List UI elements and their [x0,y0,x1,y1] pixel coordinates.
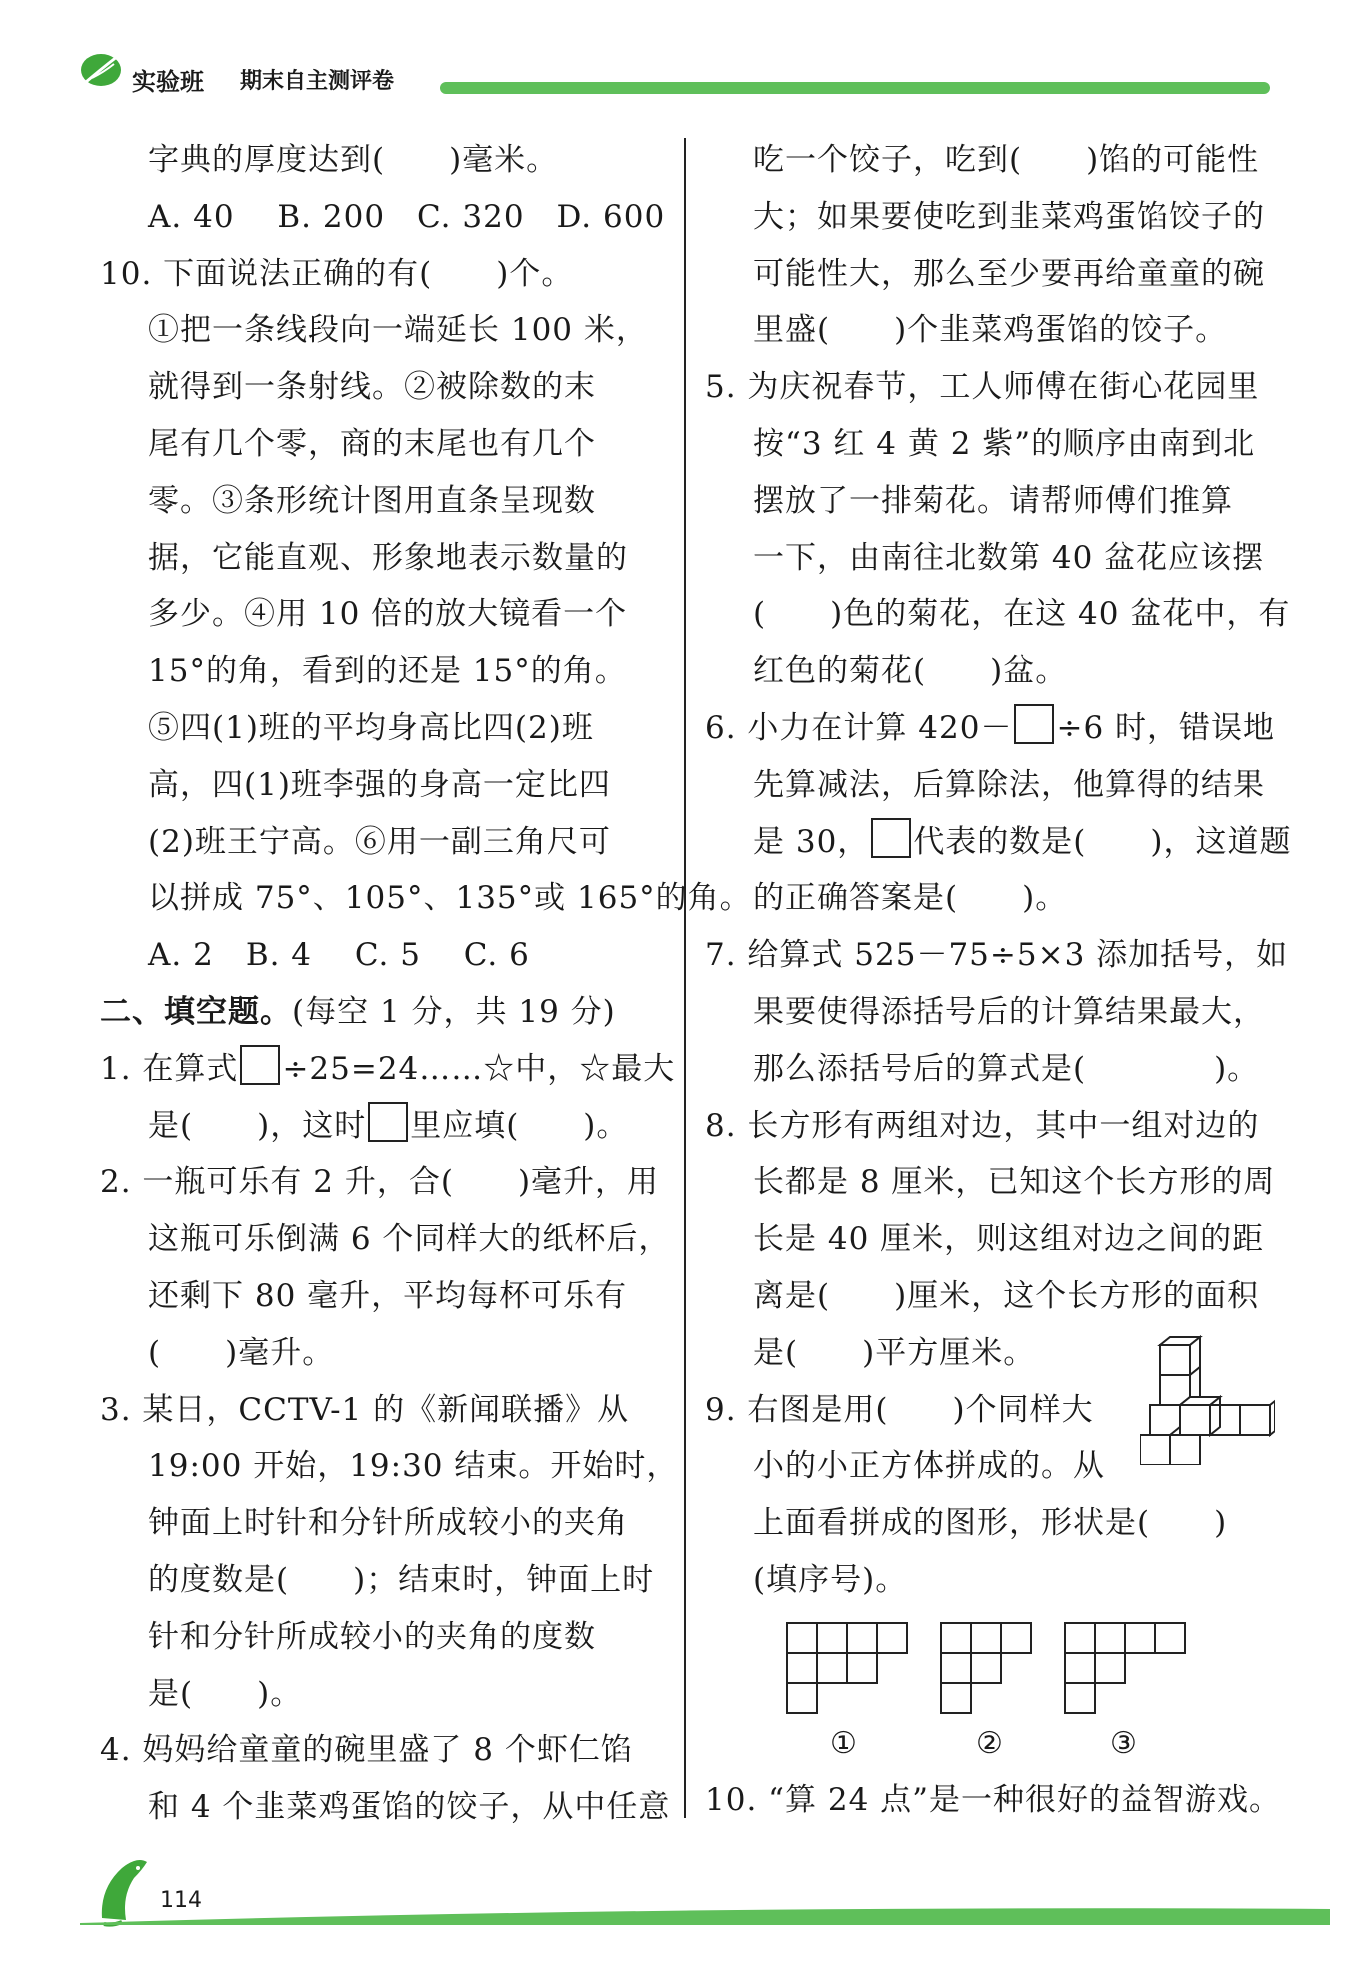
q6-text: ÷6 时，错误地 [1056,709,1276,746]
text-line: 钟面上时针和分针所成较小的夹角 [148,1505,628,1542]
question-9: 9. 右图是用( )个同样大 [705,1391,1094,1428]
text-line: 零。③条形统计图用直条呈现数 [148,482,596,519]
option-label-2: ② [976,1726,1003,1761]
section-note: (每空 1 分，共 19 分) [292,993,616,1030]
text-line: 吃一个饺子，吃到( )馅的可能性 [753,142,1260,178]
text-line: 针和分针所成较小的夹角的度数 [148,1618,596,1655]
text-line: 长都是 8 厘米，已知这个长方形的周 [753,1164,1276,1201]
text-line: 摆放了一排菊花。请帮师傅们推算 [753,482,1233,519]
q6-text: 代表的数是( )，这道题 [913,823,1292,860]
option-label-3: ③ [1110,1726,1137,1761]
question-4: 4. 妈妈给童童的碗里盛了 8 个虾仁馅 [100,1732,633,1769]
text-line: 就得到一条射线。②被除数的末 [148,369,596,406]
footer-bar [80,1905,1330,1925]
question-8: 8. 长方形有两组对边，其中一组对边的 [705,1107,1260,1144]
text-line: 一下，由南往北数第 40 盆花应该摆 [753,539,1265,576]
blank-box [1014,704,1054,744]
brand-title: 实验班 [132,68,204,96]
blank-box [240,1045,280,1085]
question-2: 2. 一瓶可乐有 2 升，合( )毫升，用 [100,1164,660,1201]
text-line: 高，四(1)班李强的身高一定比四 [148,766,611,803]
question-10-right: 10. “算 24 点”是一种很好的益智游戏。 [705,1782,1282,1818]
column-divider [684,138,686,1818]
q1-text: ÷25=24……☆中，☆最大 [282,1050,676,1087]
text-line: ①把一条线段向一端延长 100 米， [148,312,648,349]
question-1-cont [100,1098,665,1155]
text-line: 多少。④用 10 倍的放大镜看一个 [148,596,628,633]
section-title: 二、填空题。 [100,993,292,1030]
text-line: 还剩下 80 毫升，平均每杯可乐有 [148,1277,628,1314]
text-line: 和 4 个韭菜鸡蛋馅的饺子，从中任意 [148,1789,671,1826]
text-line: 按“3 红 4 黄 2 紫”的顺序由南到北 [753,425,1256,462]
text-line: 离是( )厘米，这个长方形的面积 [753,1277,1260,1314]
text-line: 果要使得添括号后的计算结果最大， [753,993,1265,1030]
text-line: ( )毫升。 [148,1334,335,1371]
text-line: 19:00 开始，19:30 结束。开始时， [148,1448,679,1485]
leaf-logo-icon [78,50,124,90]
question-3: 3. 某日，CCTV-1 的《新闻联播》从 [100,1391,630,1428]
question-7: 7. 给算式 525－75÷5×3 添加括号，如 [705,937,1289,974]
cube-stack-figure [1140,1335,1275,1465]
text-line [705,814,1292,871]
text-line: 据，它能直观、形象地表示数量的 [148,539,628,576]
text-line: ⑤四(1)班的平均身高比四(2)班 [148,709,594,746]
text-line: 长是 40 厘米，则这组对边之间的距 [753,1221,1265,1258]
question-10: 10. 下面说法正确的有( )个。 [100,255,574,292]
text-line: 是( )。 [148,1675,303,1712]
question-5: 5. 为庆祝春节，工人师傅在街心花园里 [705,369,1260,406]
q6-text: 是 30， [753,823,870,860]
text-line: 小的小正方体拼成的。从 [753,1448,1105,1485]
text-line: 先算减法，后算除法，他算得的结果 [753,766,1265,803]
option-label-1: ① [830,1726,857,1761]
exam-subtitle: 期末自主测评卷 [240,69,395,94]
text-line: ( )色的菊花，在这 40 盆花中，有 [753,596,1291,633]
text-line: (填序号)。 [753,1561,908,1598]
text-line: 的度数是( )；结束时，钟面上时 [148,1561,655,1598]
text-line: 可能性大，那么至少要再给童童的碗 [753,255,1265,292]
left-column [100,132,752,1836]
text-line: 大；如果要使吃到韭菜鸡蛋馅饺子的 [753,198,1265,235]
choice-line: A. 2 B. 4 C. 5 C. 6 [148,937,530,974]
text-line: 字典的厚度达到( )毫米。 [148,142,559,178]
q1-text: 1. 在算式 [100,1050,239,1087]
text-line: 红色的菊花( )盆。 [753,653,1068,690]
blank-box [368,1102,408,1142]
q6-text: 6. 小力在计算 420－ [705,709,1013,746]
section-heading [100,984,665,1041]
option-2-grid [940,1622,1034,1716]
question-1 [100,1041,676,1098]
header-bar [440,82,1270,94]
cube-column [1160,1337,1200,1405]
blank-box [871,818,911,858]
q1-text: 是( )，这时 [148,1107,367,1144]
text-line: (2)班王宁高。⑥用一副三角尺可 [148,823,611,860]
text-line: 15°的角，看到的还是 15°的角。 [148,653,627,690]
option-3-grid [1064,1622,1188,1716]
q1-text: 里应填( )。 [410,1107,629,1144]
question-6 [705,700,1276,757]
text-line: 以拼成 75°、105°、135°或 165°的角。 [148,880,752,917]
choice-line: A. 40 B. 200 C. 320 D. 600 [148,198,666,235]
text-line: 是( )平方厘米。 [753,1334,1036,1371]
option-1-grid [786,1622,910,1716]
text-line: 尾有几个零，商的末尾也有几个 [148,425,596,462]
page-number: 114 [160,1888,202,1913]
text-line: 那么添括号后的算式是( )。 [753,1050,1260,1087]
text-line: 的正确答案是( )。 [753,880,1068,917]
text-line: 这瓶可乐倒满 6 个同样大的纸杯后， [148,1221,671,1258]
text-line: 上面看拼成的图形，形状是( ) [753,1505,1228,1542]
text-line: 里盛( )个韭菜鸡蛋馅的饺子。 [753,312,1228,349]
